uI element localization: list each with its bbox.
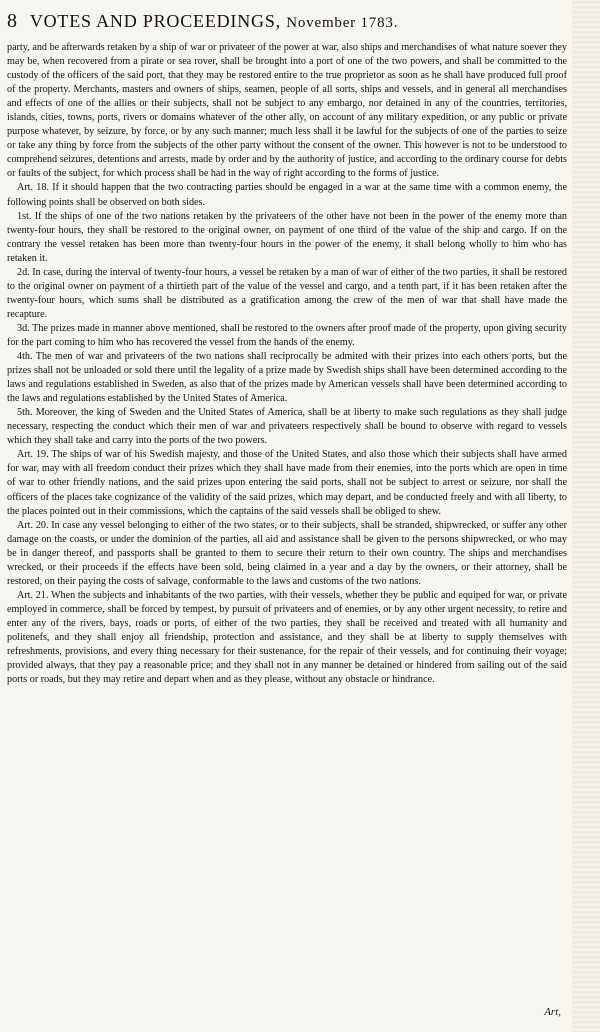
body-text [7,41,567,687]
paragraph-art-18-4th: 4th. The men of war and privateers of the two nations shall reciprocally be admited with their prizes into each others ports, but the prizes shall not be unloaded or sold there until the legality of a prize made by Swedish ships shall have been determined according to the laws and regulations established in Sweden, as also that of the prizes made by American vessels shall have been determined according to the laws and regulations established by the United States of America. [7,351,567,405]
paragraph-art-18: Art. 18. If it should happen that the two contracting parties should be engaged in a war at the same time with a common enemy, the following points shall be observed on both sides. [7,182,567,208]
paragraph-art-18-1st: 1st. If the ships of one of the two nations retaken by the privateers of the other have not been in the power of the enemy more than twenty-four hours, they shall be restored to the original owner, on payment of one third of the value of the ship and cargo. If on the contrary the vessel retaken has been more than twenty-four hours in the power of the enemy, it shall belong wholly to him who has retaken it. [7,210,567,264]
page-number: 8 [7,10,18,32]
page-edge [572,0,600,1032]
paragraph-art-18-2d: 2d. In case, during the interval of twenty-four hours, a vessel be retaken by a man of war of either of the two parties, it shall be restored to the original owner on payment of a thirtieth part of the value of the vessel and cargo, and a tenth part, if it has been retaken after the twenty-four hours, which sums shall be distributed as a gratification among the crew of the men of war that shall have made the recapture. [7,266,567,320]
running-title [30,11,398,32]
paragraph-art-21: Art. 21. When the subjects and inhabitants of the two parties, with their vessels, whether they be public and equiped for war, or private employed in commerce, shall be forced by tempest, by pursuit of privateers and of enemies, or by any other urgent necessity, to retire and enter any of the rivers, bays, roads or ports, of either of the two parties, they shall be received and treated with all humanity and politenefs, and they shall enjoy all friendship, protection and assistance, and they shall be at liberty to supply themselves with refreshments, provisions, and every thing necessary for their sustenance, for the repair of their vessels, and for continuing their voyage; provided always, that they pay a reasonable price; and they shall not in any manner be detained or hindered from sailing out of the said ports or roads, but they may retire and depart when and as they please, without any obstacle or hindrance. [7,589,567,686]
running-title-main: VOTES AND PROCEEDINGS, [29,11,281,31]
document-page [7,10,567,1020]
paragraph-art-20: Art. 20. In case any vessel belonging to either of the two states, or to their subjects, shall be stranded, shipwrecked, or suffer any other damage on the coasts, or under the dominion of the parties, all aid and assistance shall be given to the persons shipwrecked, or who may be in danger thereof, and passports shall be granted to them to secure their return to their own country. The ships and merchandises wrecked, or their proceeds if the effects have been sold, being claimed in a year and a day by the owners, or their attorney, shall be restored, on their paying the costs of salvage, conformable to the laws and customs of the two nations. [7,519,567,587]
running-header [7,10,567,40]
paragraph-art-18-5th: 5th. Moreover, the king of Sweden and the United States of America, shall be at liberty to make such regulations as they shall judge necessary, respecting the conduct which their men of war and privateers respectively shall be bound to observe with regard to vessels which they shall take and carry into the ports of the two powers. [7,407,567,447]
running-title-date: November 1783. [286,15,399,31]
paragraph-art-19: Art. 19. The ships of war of his Swedish majesty, and those of the United States, and also those which their subjects shall have armed for war, may with all freedom conduct their prizes which they shall have made from their enemies, into the ports which are open in time of war to other friendly nations, and the said prizes upon entering the said ports, shall not be subject to arrest or seizure, nor shall the officers of the places take cognizance of the validity of the said prizes, which may depart, and be conducted freely and with all liberty, to the places pointed out in their commissions, which the captains of the said vessels shall be obliged to shew. [7,449,567,517]
paragraph-art-18-3d: 3d. The prizes made in manner above mentioned, shall be restored to the owners after proof made of the property, upon giving security for the part coming to him who has recovered the vessel from the hands of the enemy. [7,322,567,348]
paragraph-continuation: party, and be afterwards retaken by a ship of war or privateer of the power at war, also ships and merchandises of what nature soever they may be, when recovered from a pirate or sea rover, shall be brought into a port of one of the two powers, and shall be committed to the custody of the officers of the said port, that they may be restored entire to the true proprietor as soon as he shall have produced full proof of the property. Merchants, masters and owners of ships, seamen, people of all sorts, ships and vessels, and in general all merchandises and effects of one of the allies or their subjects, shall not be subject to any embargo, nor detained in any of the countries, territories, islands, cities, towns, ports, rivers or domains whatever of the other ally, on account of any military expedition, or any public or private purpose whatever, by seizure, by force, or by any such manner; much less shall it be lawful for the subjects of one of the parties to seize or take any thing by force from the subjects of the other party without the consent of the owner. This however is not to be understood to comprehend seizures, detentions and arrests, made by order and by the authority of justice, and according to the ordinary course for debts or faults of the subject, for which process shall be had in the way of right according to the forms of justice. [7,42,567,180]
catchword: Art, [544,1006,561,1018]
